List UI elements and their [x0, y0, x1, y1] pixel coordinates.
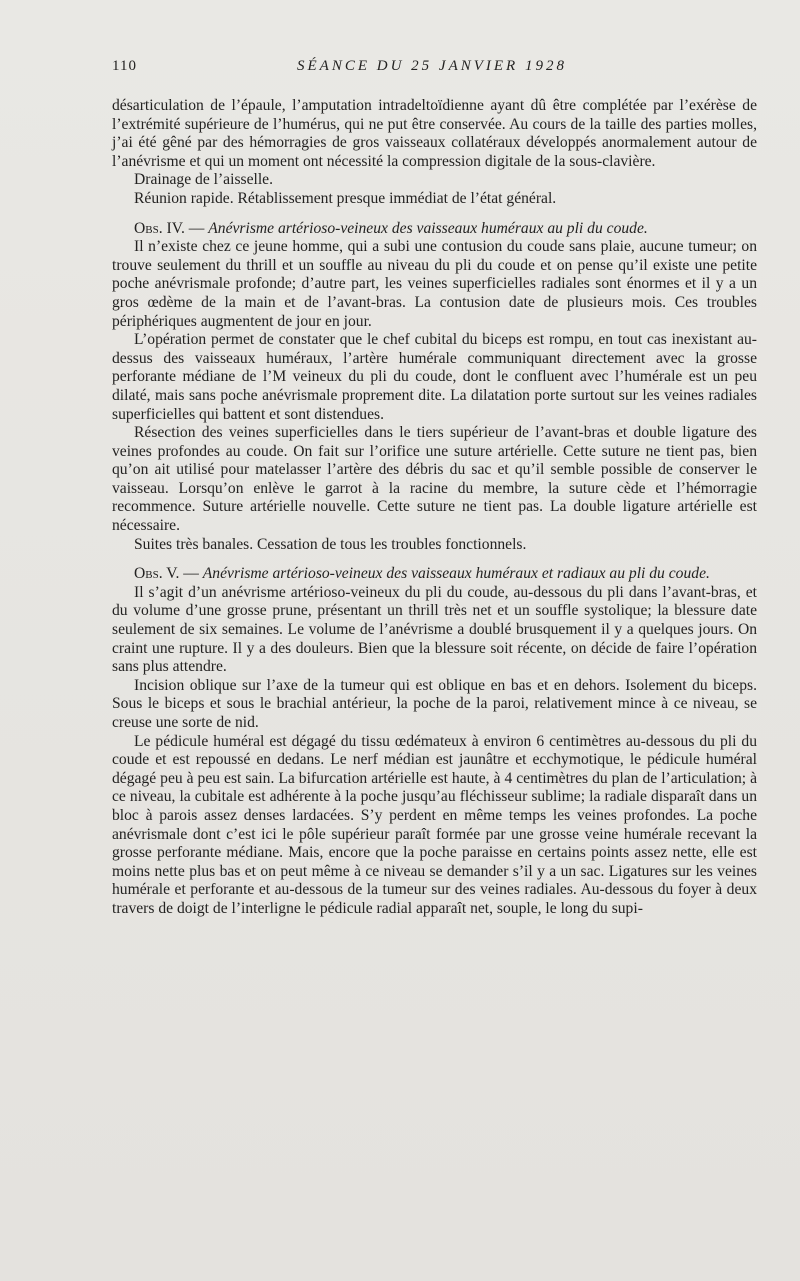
observation-5-label: Obs. V.	[134, 565, 180, 583]
observation-5-heading	[112, 565, 757, 584]
page-header	[112, 58, 752, 78]
observation-4	[112, 220, 757, 555]
observation-5	[112, 565, 757, 918]
observation-4-paragraph-2: L’opération permet de constater que le chef cubital du biceps est rompu, en tout cas inexistant au-dessus des vaisseaux huméraux, l’artère humérale communiquant directement avec la grosse perforante médiane de l’M veineux du pli du coude, dont le confluent avec l’humérale est un peu dilaté, mais sans poche anévrismale proprement dite. La dilatation porte surtout sur les veines radiales superficielles qui battent et sont distendues.	[112, 331, 757, 423]
observation-5-title: Anévrisme artérioso-veineux des vaisseaux huméraux et radiaux au pli du coude.	[202, 565, 710, 583]
observation-5-paragraph-1: Il s’agit d’un anévrisme artérioso-veineux du pli du coude, au-dessous du pli dans l’avant-bras, et du volume d’une grosse prune, présentant un thrill très net et un souffle systolique; la blessure date seulement de six semaines. Le volume de l’anévrisme a doublé brusquement il y a quelques jours. On craint une rupture. Il y a des douleurs. Bien que la blessure soit récente, on décide de faire l’opération sans plus attendre.	[112, 583, 757, 676]
observation-5-paragraph-2: Incision oblique sur l’axe de la tumeur qui est oblique en bas et en dehors. Isolement du biceps. Sous le biceps et sous le brachial antérieur, la poche de la paroi, relativement mince à ce niveau, se creuse une sorte de nid.	[112, 676, 757, 731]
observation-4-label: Obs. IV.	[134, 219, 185, 237]
observation-4-title: Anévrisme artérioso-veineux des vaisseaux huméraux au pli du coude.	[208, 219, 648, 237]
paragraph-intro-2: Drainage de l’aisselle.	[134, 171, 273, 189]
observation-4-paragraph-1: Il n’existe chez ce jeune homme, qui a subi une contusion du coude sans plaie, aucune tumeur; on trouve seulement du thrill et un souffle au niveau du pli du coude et on pense qu’il existe une petite poche anévrismale profonde; d’autre part, les veines superficielles radiales sont énormes et il y a un gros œdème de la main et de l’avant-bras. La contusion date de plusieurs mois. Ces troubles périphériques augmentent de jour en jour.	[112, 238, 757, 330]
observation-5-dash: —	[179, 565, 203, 583]
page-number: 110	[112, 58, 137, 74]
observation-4-heading	[112, 220, 757, 239]
observation-4-dash: —	[184, 219, 209, 237]
running-head: SÉANCE DU 25 JANVIER 1928	[297, 58, 567, 74]
observation-5-paragraph-3: Le pédicule huméral est dégagé du tissu œdémateux à environ 6 centimètres au-dessous du pli du coude et est repoussé en dedans. Le nerf médian est jaunâtre et ecchymotique, le pédicule huméral dégagé peu à peu est sain. La bifurcation artérielle est haute, à 4 centimètres du plan de l’articulation; à ce niveau, la cubitale est adhérente à la poche jusqu’au fléchisseur sublime; la radiale disparaît dans un bloc à parois assez denses lardacées. S’y perdent en même temps les veines profondes. La poche anévrismale dont c’est ici le pôle supérieur paraît formée par une grosse veine humérale recevant la grosse perforante médiane. Mais, encore que la poche paraisse en certains points assez nette, elle est moins nette plus bas et on peut même à ce niveau se demander s’il y a un sac. Ligatures sur les veines humérale et perforante et au-dessous de la tumeur sur des veines radiales. Au-dessous du foyer à deux travers de doigt de l’interligne le pédicule radial apparaît net, souple, le long du supi-	[112, 732, 757, 917]
observation-4-paragraph-4: Suites très banales. Cessation de tous les troubles fonctionnels.	[134, 535, 527, 553]
paragraph-intro-1: désarticulation de l’épaule, l’amputation intradeltoïdienne ayant dû être complétée par l’exérèse de l’extrémité supérieure de l’humérus, qui ne put être conservée. Au cours de la taille des parties molles, j’ai été gêné par des hémorragies de gros vaisseaux collatéraux développés anormalement autour de l’anévrisme et qui un moment ont nécessité la compression digitale de la sous-clavière.	[112, 97, 757, 170]
page-body	[112, 97, 757, 919]
observation-4-paragraph-3: Résection des veines superficielles dans le tiers supérieur de l’avant-bras et double ligature des veines profondes au coude. On fait sur l’orifice une suture artérielle. Cette suture ne tient pas, bien qu’on ait utilisé pour matelasser l’artère des débris du sac et qu’il semble possible de conserver le vaisseau. Lorsqu’on enlève le garrot à la racine du membre, la suture cède et l’hémorragie recommence. Suture artérielle nouvelle. Cette suture ne tient pas. La double ligature artérielle est nécessaire.	[112, 424, 757, 535]
paragraph-intro-3: Réunion rapide. Rétablissement presque immédiat de l’état général.	[134, 189, 557, 207]
